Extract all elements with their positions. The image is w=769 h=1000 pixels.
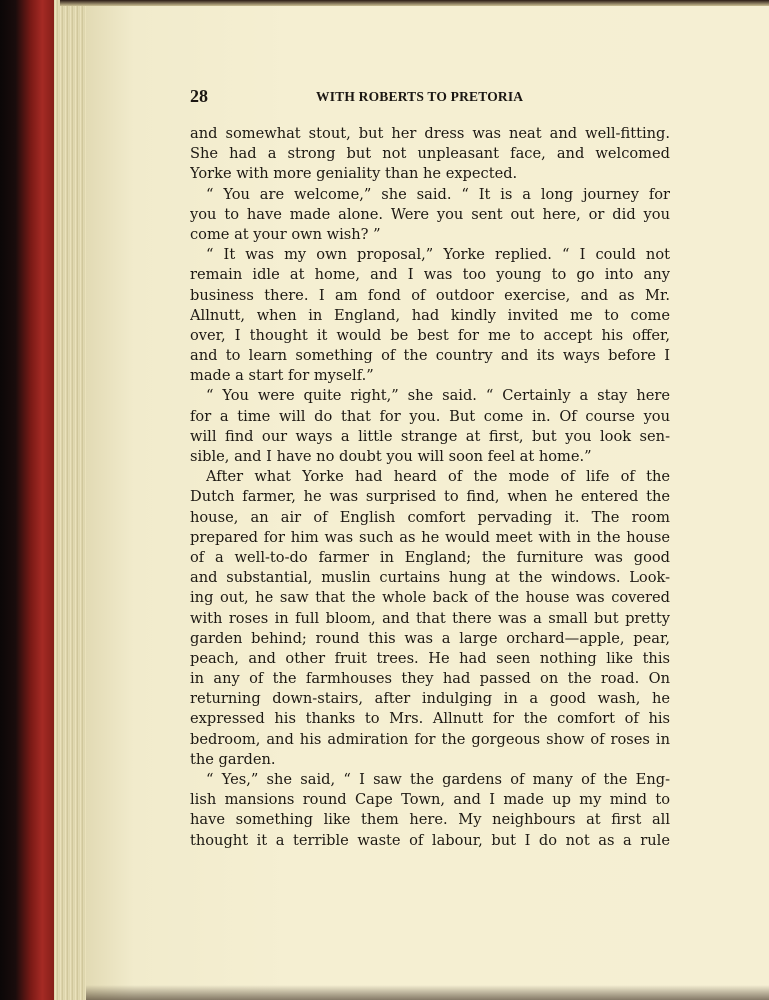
text-line: the garden. (190, 750, 276, 768)
text-line: for a time will do that for you. But come in. Of course you (190, 407, 670, 425)
page-number: 28 (190, 86, 208, 106)
text-line: of a well-to-do farmer in England; the furniture was good (190, 548, 670, 566)
text-line: lish mansions round Cape Town, and I made up my mind to (190, 791, 670, 809)
page-top-edge (60, 0, 769, 6)
page-header (190, 86, 670, 108)
text-line: you to have made alone. Were you sent out here, or did you (190, 205, 670, 223)
text-line: garden behind; round this was a large orchard—apple, pear, (190, 629, 670, 647)
text-line: “ You are welcome,” she said. “ It is a long journey for (206, 185, 670, 203)
text-line: and somewhat stout, but her dress was neat and well-fitting. (190, 125, 670, 142)
page-bottom-shadow (86, 985, 769, 1000)
text-line: will find our ways a little strange at first, but you look sen- (190, 427, 670, 445)
text-line: Yorke with more geniality than he expected. (190, 165, 518, 183)
text-line: After what Yorke had heard of the mode of life of the (206, 468, 670, 486)
body-text (190, 124, 670, 851)
text-line: remain idle at home, and I was too young to go into any (190, 266, 670, 284)
text-line: “ Yes,” she said, “ I saw the gardens of many of the Eng- (206, 771, 670, 788)
book-binding (0, 0, 62, 1000)
text-line: over, I thought it would be best for me to accept his offer, (190, 326, 670, 344)
text-line: Dutch farmer, he was surprised to find, when he entered the (190, 488, 670, 506)
text-line: come at your own wish? ” (190, 225, 381, 243)
text-line: “ It was my own proposal,” Yorke replied. “ I could not (206, 246, 670, 264)
text-line: and to learn something of the country and its ways before I (190, 347, 670, 365)
text-line: Allnutt, when in England, had kindly invited me to come (190, 306, 670, 324)
text-line: prepared for him was such as he would meet with in the house (190, 528, 670, 546)
text-line: with roses in full bloom, and that there was a small but pretty (190, 609, 670, 627)
text-line: made a start for myself.” (190, 367, 374, 385)
running-head: WITH ROBERTS TO PRETORIA (316, 89, 524, 104)
text-line: She had a strong but not unpleasant face, and welcomed (190, 145, 670, 163)
text-line: bedroom, and his admiration for the gorgeous show of roses in (190, 730, 670, 748)
text-line: ing out, he saw that the whole back of the house was covered (190, 589, 670, 607)
text-line: peach, and other fruit trees. He had seen nothing like this (190, 649, 670, 667)
text-line: returning down-stairs, after indulging in a good wash, he (190, 690, 670, 708)
text-line: in any of the farmhouses they had passed on the road. On (190, 670, 670, 688)
text-line: sible, and I have no doubt you will soon feel at home.” (190, 448, 592, 465)
text-line: house, an air of English comfort pervading it. The room (190, 508, 670, 526)
text-line: “ You were quite right,” she said. “ Certainly a stay here (206, 387, 670, 405)
text-line: thought it a terrible waste of labour, but I do not as a rule (190, 831, 670, 849)
text-line: expressed his thanks to Mrs. Allnutt for the comfort of his (190, 710, 670, 728)
text-line: and substantial, muslin curtains hung at the windows. Look- (190, 569, 670, 587)
text-line: business there. I am fond of outdoor exercise, and as Mr. (190, 286, 670, 304)
text-line: have something like them here. My neighbours at first all (190, 811, 670, 829)
